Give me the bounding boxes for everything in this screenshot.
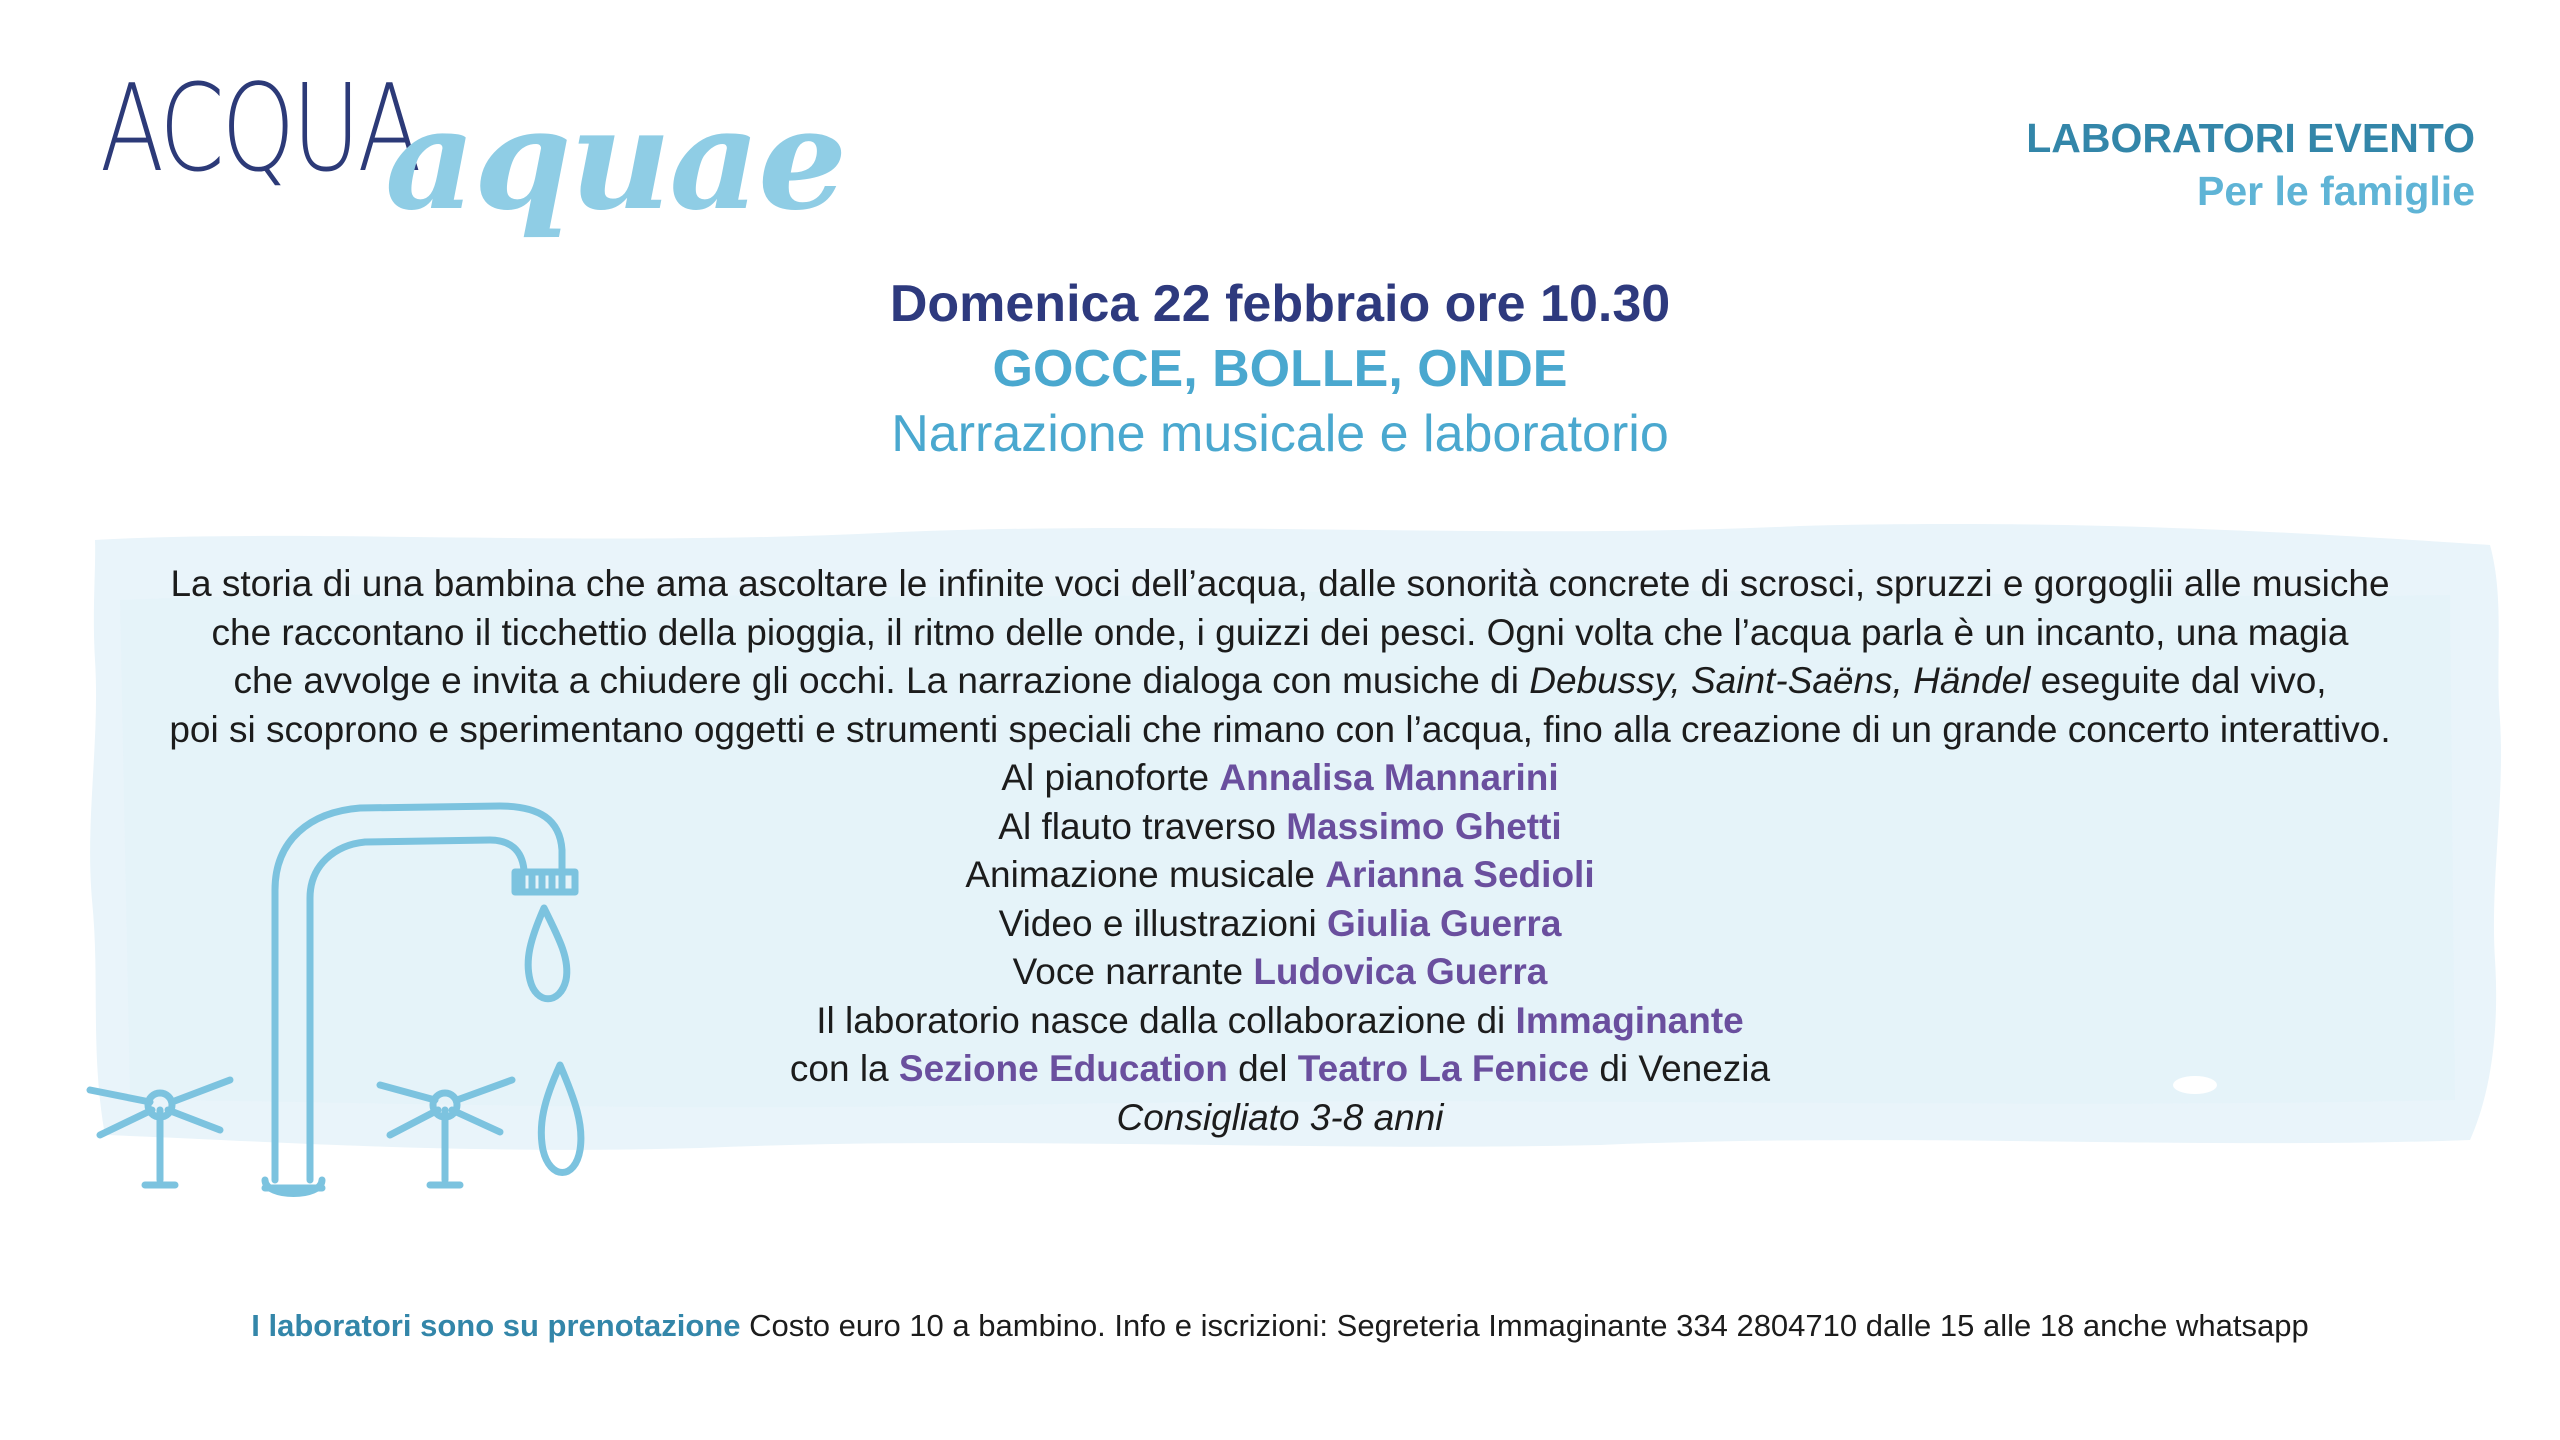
- event-subtitle: Narrazione musicale e laboratorio: [891, 405, 1669, 463]
- booking-details: Costo euro 10 a bambino. Info e iscrizioni: Segreteria Immaginante 334 2804710 dalle 15 alle 18 anche whatsapp: [740, 1308, 2309, 1343]
- logo-aquae-text: aquae: [385, 78, 846, 242]
- category-title: LABORATORI EVENTO: [2026, 115, 2475, 161]
- collaboration-text: del: [1227, 1048, 1298, 1089]
- credit-role: Al flauto traverso: [998, 805, 1287, 847]
- section-name: Sezione Education: [898, 1048, 1228, 1089]
- event-title: GOCCE, BOLLE, ONDE: [992, 340, 1568, 398]
- description-line: [0, 657, 2560, 706]
- logo-acqua-text: ACQUA: [100, 60, 419, 199]
- collaboration-text: Il laboratorio nasce dalla collaborazione di: [816, 999, 1516, 1041]
- event-header: [0, 272, 2560, 467]
- category-audience: Per le famiglie: [2196, 168, 2475, 215]
- age-label: Consigliato: [1116, 1096, 1300, 1138]
- description-text: che avvolge e invita a chiudere gli occhi. La narrazione dialoga con musiche di: [233, 660, 1530, 701]
- description-line: La storia di una bambina che ama ascoltare le infinite voci dell’acqua, dalle sonorità concrete di scrosci, spruzzi e gorgoglii alle musiche: [170, 563, 2390, 604]
- credit-name: Arianna Sedioli: [1325, 854, 1595, 895]
- credit-name: Giulia Guerra: [1326, 902, 1562, 944]
- credit-name: Massimo Ghetti: [1286, 805, 1562, 847]
- age-range: 3-8 anni: [1299, 1096, 1444, 1138]
- description-line: che raccontano il ticchettio della pioggia, il ritmo delle onde, i guizzi dei pesci. Ogni volta che l’acqua parla è un incanto, una magia: [211, 611, 2349, 653]
- credit-name: Annalisa Mannarini: [1219, 757, 1559, 798]
- credit-role: Al pianoforte: [1001, 757, 1220, 798]
- collaboration-text: di Venezia: [1589, 1048, 1771, 1089]
- collaborator-name: Immaginante: [1515, 999, 1744, 1041]
- event-date: Domenica 22 febbraio ore 10.30: [889, 275, 1671, 333]
- credit-role: Video e illustrazioni: [998, 902, 1327, 944]
- booking-info: [0, 1308, 2560, 1344]
- collaboration-text: con la: [789, 1048, 899, 1089]
- description-text: eseguite dal vivo,: [2030, 660, 2327, 701]
- theatre-name: Teatro La Fenice: [1297, 1048, 1590, 1089]
- event-category: [2026, 112, 2475, 219]
- credit-role: Animazione musicale: [965, 854, 1326, 895]
- description-line: poi si scoprono e sperimentano oggetti e strumenti speciali che rimano con l’acqua, fino alla creazione di un grande concerto interattivo.: [169, 708, 2391, 750]
- credit-name: Ludovica Guerra: [1253, 951, 1548, 992]
- composers: Debussy, Saint-Saëns, Händel: [1529, 660, 2031, 701]
- booking-note: I laboratori sono su prenotazione: [251, 1308, 741, 1343]
- credit-role: Voce narrante: [1012, 951, 1254, 992]
- faucet-illustration: [60, 780, 620, 1220]
- logo: [100, 50, 846, 250]
